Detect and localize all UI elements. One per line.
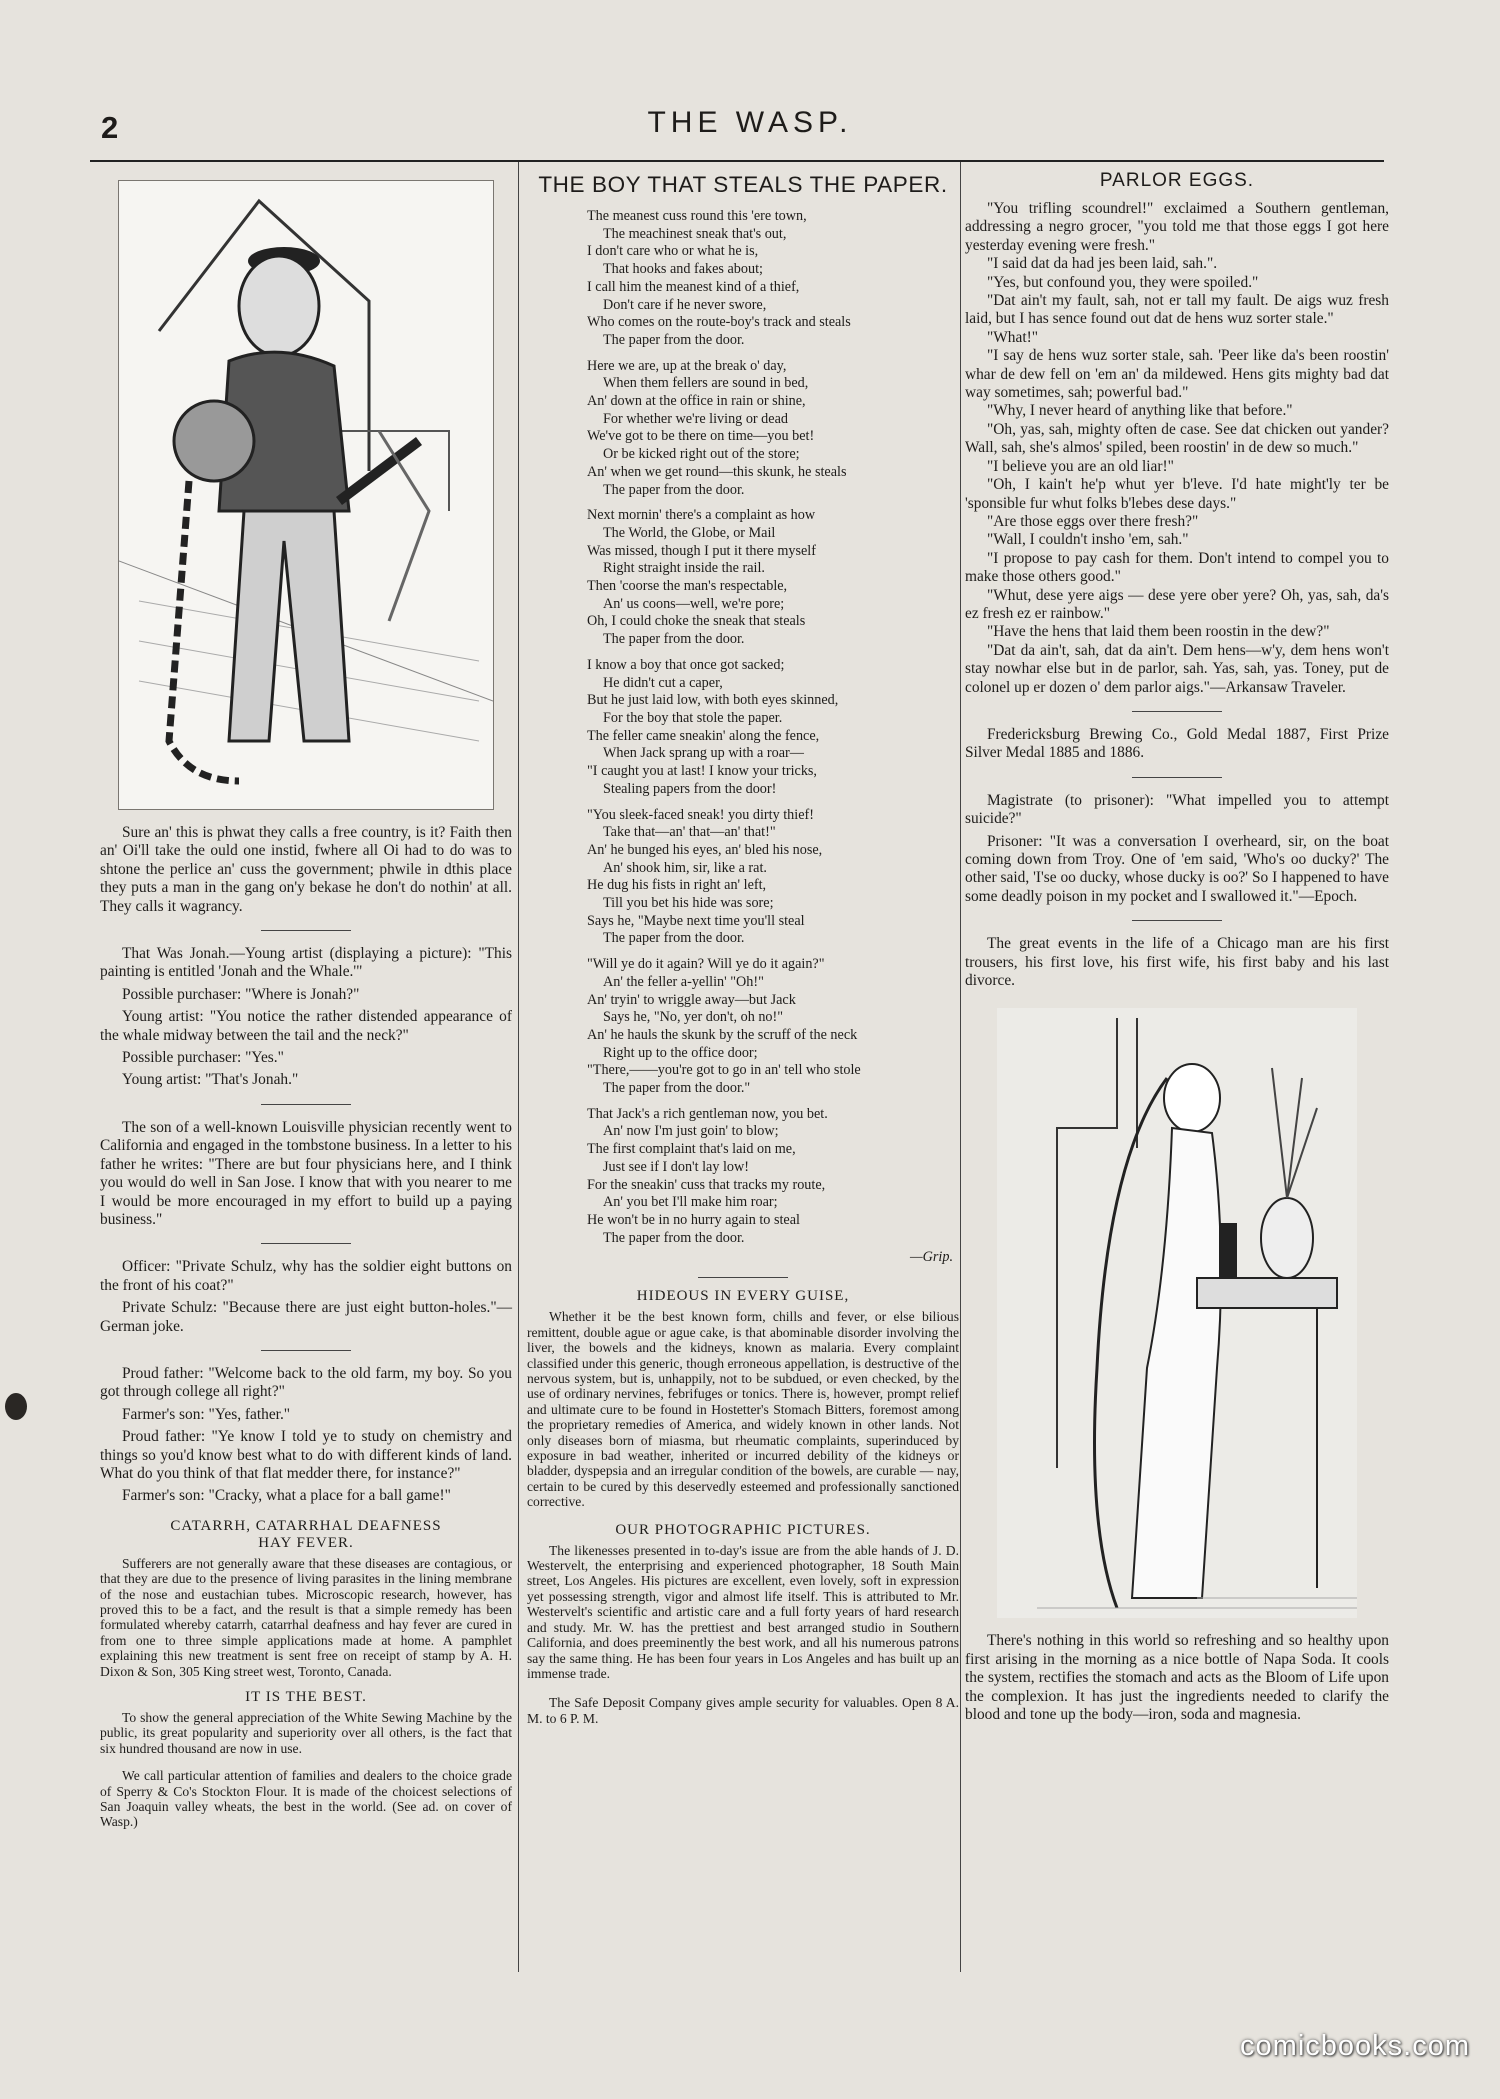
poem-line: An' he hauls the skunk by the scruff of the neck [587, 1026, 858, 1043]
poem-line: Then 'coorse the man's respectable, [587, 578, 788, 595]
dialogue-line: "Oh, yas, sah, mighty often de case. See dat chicken out yander? Wall, sah, she's almos' spiled, been roostin' in de dew so much." [965, 420, 1389, 457]
anecdote-line: Prisoner: "It was a conversation I overheard, sir, on the boat coming down from Troy. One of 'em said, 'Who's oo ducky?' The other said, 'I'se oo ducky, whose ducky is oo?' So I happened to have some deadly poison in my pocket and I swallowed it."—Epoch. [965, 832, 1389, 905]
poem-line: He won't be in no hurry again to steal [587, 1211, 800, 1228]
poem-line: Says he, "Maybe next time you'll steal [587, 912, 805, 929]
anecdote-line: Proud father: "Welcome back to the old farm, my boy. So you got through college all right?" [100, 1364, 512, 1401]
dialogue-line: "I propose to pay cash for them. Don't intend to compel you to make those others good." [965, 549, 1389, 586]
poem-line: An' when we get round—this skunk, he steals [587, 463, 847, 480]
poem-line: Oh, I could choke the sneak that steals [587, 613, 806, 630]
separator [1132, 777, 1222, 778]
poem-line: I know a boy that once got sacked; [587, 656, 785, 673]
separator [261, 1350, 351, 1351]
flour-advertisement: We call particular attention of families and dealers to the choice grade of Sperry & Co's Stockton Flour. It is made of the choicest selections of San Joaquin valley wheats, the best in the world. (See ad. on cover of Wasp.) [100, 1768, 512, 1830]
poem-line: An' he bunged his eyes, an' bled his nose, [587, 841, 823, 858]
poem-line: An' down at the office in rain or shine, [587, 393, 806, 410]
poem-line: An' shook him, sir, like a rat. [603, 859, 767, 876]
catarrh-heading: CATARRH, CATARRHAL DEAFNESS HAY FEVER. [170, 1517, 442, 1551]
poem-line: He dug his fists in right an' left, [587, 877, 767, 894]
poem-line: The paper from the door. [603, 631, 745, 648]
column-middle [527, 168, 959, 1730]
anecdote-line: Farmer's son: "Cracky, what a place for a ball game!" [122, 1487, 451, 1505]
dialogue-line: "Whut, dese yere aigs — dese yere ober yere? Oh, yas, sah, da's ez fresh ez er rainbow." [965, 586, 1389, 622]
poem-stanza [587, 956, 959, 1098]
woman-with-bottle-illustration [997, 1008, 1357, 1618]
poem-stanza [587, 208, 959, 350]
separator [698, 1277, 788, 1278]
anecdote-line: Magistrate (to prisoner): "What impelled you to attempt suicide?" [965, 791, 1389, 828]
poem-line: Here we are, up at the break o' day, [587, 357, 787, 374]
safe-deposit-notice: The Safe Deposit Company gives ample security for valuables. Open 8 A. M. to 6 P. M. [527, 1695, 959, 1726]
column-right [965, 168, 1389, 1728]
poem-line: The first complaint that's laid on me, [587, 1141, 796, 1158]
poem-line: When them fellers are sound in bed, [603, 375, 809, 392]
poem-line: An' the feller a-yellin' "Oh!" [603, 973, 764, 990]
poem-line: An' us coons—well, we're pore; [603, 595, 785, 612]
parlor-eggs-dialogue [965, 200, 1389, 697]
poem-line: Don't care if he never swore, [603, 296, 767, 313]
poem-line: Or be kicked right out of the store; [603, 446, 800, 463]
poem-line: Who comes on the route-boy's track and steals [587, 314, 851, 331]
physician-anecdote: The son of a well-known Louisville physician recently went to California and engaged in the tombstone business. In a letter to his father he writes: "There are but four physicians here, and I think you would do well in San Jose. I know that with you nearer to me I would be more encouraged in my effort to build up a paying business." [100, 1118, 512, 1228]
column-divider [518, 162, 519, 1972]
dialogue-line: "Have the hens that laid them been roostin in the dew?" [987, 623, 1330, 641]
poem-line: But he just laid low, with both eyes skinned, [587, 692, 839, 709]
poem-line: "Will ye do it again? Will ye do it again?" [587, 956, 825, 973]
watermark: comicbooks.com [1240, 2030, 1470, 2062]
poem-line: He didn't cut a caper, [603, 674, 723, 691]
dialogue-line: "Are those eggs over there fresh?" [987, 512, 1199, 530]
poem-line: The meanest cuss round this 'ere town, [587, 208, 807, 224]
poem-line: The paper from the door. [603, 1229, 745, 1246]
dialogue-line: "Dat da ain't, sah, dat da ain't. Dem hens—w'y, dem hens won't stay nowhar else but in de parlor, sah. Yas, sah, yas. Toney, put de colonel up er dozen o' dem parlor aigs."—Arkansaw Traveler. [965, 641, 1389, 696]
poem-line: "You sleek-faced sneak! you dirty thief! [587, 806, 814, 823]
dialogue-line: "I say de hens wuz sorter stale, sah. 'Peer like da's been roostin' whar de dew fell on 'em an' da mildewed. Hens gits mighty bad dat way sometimes, sah; powerful bad." [965, 347, 1389, 402]
anecdote-line: Officer: "Private Schulz, why has the soldier eight buttons on the front of his coat?" [100, 1258, 512, 1294]
poem-line: For whether we're living or dead [603, 410, 788, 427]
anecdote-line: Young artist: "You notice the rather distended appearance of the whale midway between the tail and the neck?" [100, 1008, 512, 1044]
poem-line: We've got to be there on time—you bet! [587, 428, 815, 445]
poem-line: Take that—an' that—an' that!" [603, 824, 776, 841]
column-divider [960, 162, 961, 1972]
poem-line: "I caught you at last! I know your tricks, [587, 763, 817, 780]
hideous-heading: HIDEOUS IN EVERY GUISE, [636, 1288, 850, 1305]
brewing-advertisement: Fredericksburg Brewing Co., Gold Medal 1887, First Prize Silver Medal 1885 and 1886. [965, 725, 1389, 762]
photo-heading: OUR PHOTOGRAPHIC PICTURES. [615, 1521, 871, 1538]
poem-line: For the boy that stole the paper. [603, 709, 783, 726]
poem-line: I don't care who or what he is, [587, 243, 759, 260]
dialogue-line: "Dat ain't my fault, sah, not er tall my fault. De aigs wuz fresh laid, but I has sence found out dat de hens wuz sorter stale." [965, 292, 1389, 328]
poem-line: The feller came sneakin' along the fence, [587, 727, 820, 744]
poem-line: An' now I'm just goin' to blow; [603, 1123, 779, 1140]
separator [1132, 920, 1222, 921]
poem-stanza [587, 507, 959, 649]
photographer-notice: The likenesses presented in to-day's issue are from the able hands of J. D. Westervelt, the enterprising and experienced photographer, 18 South Main street, Los Angeles. His pictures are excellent, even lovely, soft in expression yet possessing strength, vigor and almost life itself. This is attributed to Mr. Westervelt's scientific and artistic care and a full forty years of hard research and study. Mr. W. has the prettiest and best arranged studio in Southern California, and does preeminently the best work, and all his numerous patrons say the same thing. He has been four years in Los Angeles and has built up an immense trade. [527, 1542, 959, 1681]
napa-soda-advertisement: There's nothing in this world so refreshing and so healthy upon first arising in the morning as a nice bottle of Napa Soda. It cools the system, rectifies the stomach and acts as the Bloom of Life upon the complexion. It has just the ingredients needed to clarify the blood and tone up the body—iron, soda and magnesia. [965, 1632, 1389, 1724]
illustration-caption: Sure an' this is phwat they calls a free country, is it? Faith then an' Oi'll take the ould one instid, fwhere all Oi had to do was to shtone the perlice an' cuss the government; phwile in dthis place they puts a man in the gang on'y bekase he don't do nothin' at all. They calls it wagrancy. [100, 824, 512, 915]
dialogue-line: "You trifling scoundrel!" exclaimed a Southern gentleman, addressing a negro grocer, "you told me that those eggs I got here yesterday evening were fresh." [965, 200, 1389, 254]
anecdote-line: Young artist: "That's Jonah." [122, 1071, 299, 1089]
anecdote-line: Farmer's son: "Yes, father." [122, 1405, 291, 1423]
poem-signature-row [527, 1249, 953, 1267]
poem-line: The paper from the door." [603, 1080, 751, 1097]
poem-line: That hooks and fakes about; [603, 261, 763, 278]
separator [261, 930, 351, 931]
poem-line: An' you bet I'll make him roar; [603, 1194, 778, 1211]
catarrh-advertisement: Sufferers are not generally aware that these diseases are contagious, or that they are due to the presence of living parasites in the lining membrane of the nose and eustachian tubes. Microscopic research, however, has proved this to be a fact, and the result is that a simple remedy has been formulated whereby catarrh, catarrhal deafness and hay fever are cured in from one to three simple applications made at home. A pamphlet explaining this new treatment is sent free on receipt of stamp by A. H. Dixon & Son, 305 King street west, Toronto, Canada. [100, 1555, 512, 1679]
poem-line: For the sneakin' cuss that tracks my route, [587, 1176, 826, 1193]
dialogue-line: "I believe you are an old liar!" [987, 457, 1174, 475]
page-number: 2 [101, 110, 119, 145]
poem-line: Next mornin' there's a complaint as how [587, 507, 816, 524]
vagrant-illustration [118, 180, 494, 810]
header-rule [90, 160, 1384, 162]
dialogue-line: "Wall, I couldn't insho 'em, sah." [987, 531, 1189, 549]
sewing-machine-advertisement: To show the general appreciation of the White Sewing Machine by the public, its great popularity and superiority over all others, is the fact that six hundred thousand are now in use. [100, 1710, 512, 1756]
dialogue-line: "Why, I never heard of anything like that before." [987, 402, 1293, 420]
anecdote-line: Proud father: "Ye know I told ye to study on chemistry and things so you'd know best what to do with different kinds of land. What do you think of that flat medder there, for instance?" [100, 1428, 512, 1482]
chicago-joke: The great events in the life of a Chicago man are his first trousers, his first love, his first wife, his first baby and his last divorce. [965, 935, 1389, 990]
poem-line: I call him the meanest kind of a thief, [587, 278, 800, 295]
column-left [100, 168, 512, 1834]
poem-line: Stealing papers from the door! [603, 780, 777, 797]
anecdote-line: That Was Jonah.—Young artist (displaying a picture): "This painting is entitled 'Jonah and the Whale.'" [100, 945, 512, 981]
poem-line: The paper from the door. [603, 331, 745, 348]
poem-line: "There,——you're got to go in an' tell who stole [587, 1062, 861, 1079]
dialogue-line: "I said dat da had jes been laid, sah.". [987, 255, 1218, 273]
poem-line: Right up to the office door; [603, 1044, 758, 1061]
poem-line: Right straight inside the rail. [603, 560, 765, 577]
poem-line: Till you bet his hide was sore; [603, 895, 774, 912]
poem-line: That Jack's a rich gentleman now, you bet. [587, 1105, 828, 1122]
best-heading: IT IS THE BEST. [245, 1689, 367, 1706]
dialogue-line: "Yes, but confound you, they were spoiled." [987, 273, 1259, 291]
poem-stanza [587, 657, 959, 799]
poem-line: Says he, "No, yer don't, oh no!" [603, 1009, 784, 1026]
poem-line: The paper from the door. [603, 930, 745, 947]
poem-signature: —Grip. [910, 1249, 953, 1266]
poem-body [527, 208, 959, 1247]
poem-stanza [587, 1106, 959, 1248]
anecdote-line: Possible purchaser: "Yes." [122, 1049, 284, 1067]
soldier-joke [100, 1258, 512, 1336]
poem-line: The meachinest sneak that's out, [603, 225, 787, 242]
binding-hole [5, 1393, 27, 1420]
dialogue-line: "What!" [987, 328, 1039, 346]
poem-line: When Jack sprang up with a roar— [603, 745, 804, 762]
jonah-anecdote [100, 945, 512, 1090]
parlor-eggs-title: PARLOR EGGS. [1099, 170, 1255, 191]
poem-line: Was missed, though I put it there myself [587, 542, 816, 559]
suicide-anecdote [965, 792, 1389, 906]
poem-line: The paper from the door. [603, 481, 745, 498]
poem-line: The World, the Globe, or Mail [603, 524, 776, 541]
separator [261, 1243, 351, 1244]
poem-stanza [587, 807, 959, 949]
poem-line: An' tryin' to wriggle away—but Jack [587, 991, 796, 1008]
separator [261, 1104, 351, 1105]
anecdote-line: Possible purchaser: "Where is Jonah?" [122, 985, 360, 1003]
poem-line: Just see if I don't lay low! [603, 1158, 749, 1175]
masthead: THE WASP. [647, 106, 853, 139]
farm-anecdote [100, 1365, 512, 1506]
dialogue-line: "Oh, I kain't he'p whut yer b'leve. I'd hate might'ly ter be 'sponsible fur whut folks b'lebes dese days." [965, 476, 1389, 512]
anecdote-line: Private Schulz: "Because there are just eight button-holes."—German joke. [100, 1299, 512, 1335]
poem-title: THE BOY THAT STEALS THE PAPER. [538, 172, 948, 197]
bitters-advertisement: Whether it be the best known form, chills and fever, or else bilious remittent, double ague or ague cake, is that abominable disorder involving the liver, the bowels and the kidneys, known as malaria. Every complaint classified under this generic, though erroneous appellation, is destructive of the nervous system, but is, unhappily, not to be subdued, or even checked, by the use of ordinary nervines, febrifuges or tonics. There is, however, prompt relief and ultimate cure to be found in Hostetter's Stomach Bitters, foremost among the proprietary remedies of America, and widely known in other lands. Not only diseases born of miasma, but rheumatic complaints, superinduced by exposure in bad weather, inherited or incurred debility of the kidneys or bladder, dyspepsia and an irregular condition of the bowels, are curable — nay, certain to be cured by this deservedly esteemed and professionally sanctioned corrective. [527, 1309, 959, 1510]
separator [1132, 711, 1222, 712]
poem-stanza [587, 358, 959, 500]
